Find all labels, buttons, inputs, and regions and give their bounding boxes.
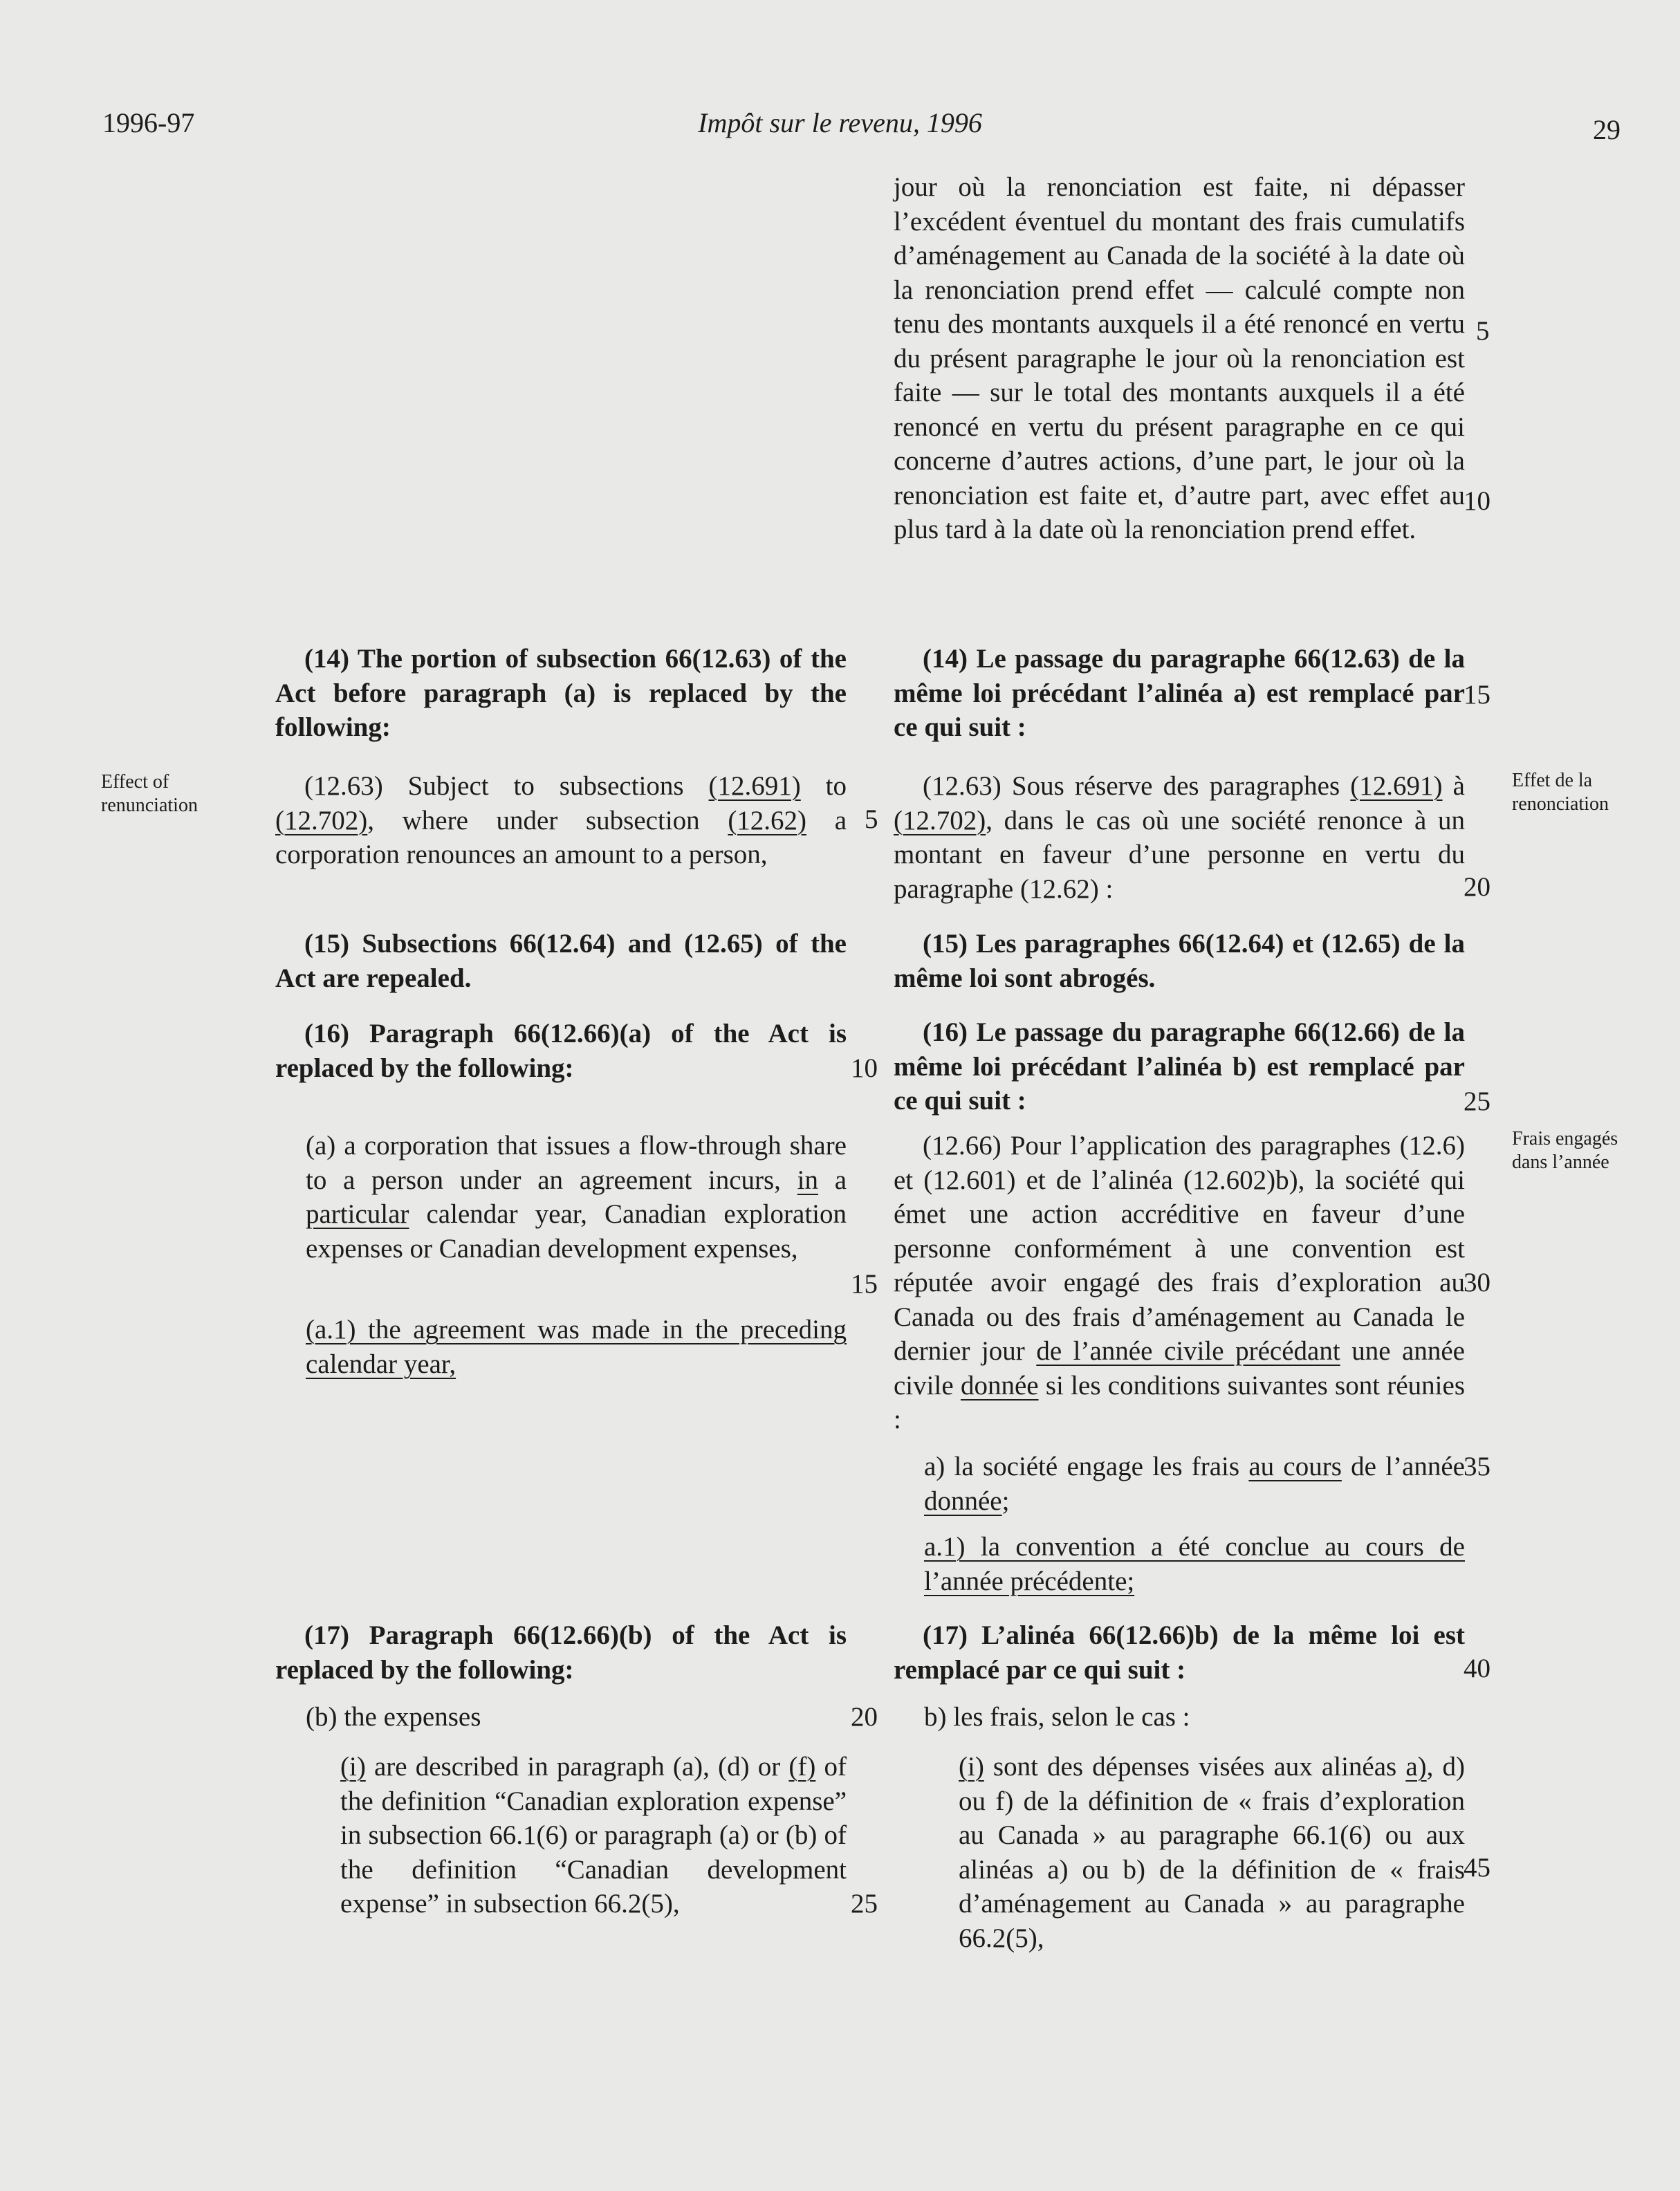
line-number: 5 — [1476, 316, 1490, 346]
en-section-15-heading: (15) Subsections 66(12.64) and (12.65) of the Act are repealed. — [275, 929, 847, 993]
amended-text: in — [797, 1165, 818, 1195]
text-run: , where under subsection — [367, 805, 728, 835]
text-run: à — [1442, 771, 1465, 801]
text-run: si les conditions suivantes sont réunies : — [894, 1370, 1465, 1434]
line-number: 40 — [1464, 1654, 1490, 1683]
en-paragraph-a — [275, 1129, 847, 1266]
line-number: 10 — [851, 1053, 878, 1083]
amended-text: (12.691) — [708, 771, 801, 801]
header-left: 1996-97 — [102, 107, 195, 138]
fr-section-15-heading: (15) Les paragraphes 66(12.64) et (12.65) de la même loi sont abrogés. — [894, 929, 1465, 993]
text-run: une année civile — [894, 1336, 1465, 1400]
amended-text: (12.702) — [275, 805, 368, 835]
amended-text: (i) — [959, 1752, 984, 1782]
text-run: (12.66) Pour l’application des paragraphes (12.6) et (12.601) et de l’alinéa (12.602)b), la société qui émet une action accréditive en faveur d’une personne conformément à une convention est réputée avoir engagé des frais d’exploration au Canada ou des frais d’aménagement au Canada le dernier jour — [894, 1131, 1465, 1366]
text-run: sont des dépenses visées aux alinéas — [984, 1752, 1406, 1782]
line-number: 15 — [1464, 680, 1490, 710]
text-run: to — [800, 771, 847, 801]
amended-text: particular — [306, 1199, 409, 1229]
margin-note-line: Effet de la — [1512, 770, 1593, 791]
line-number: 20 — [851, 1702, 878, 1732]
amended-text: au cours — [1248, 1452, 1342, 1481]
margin-note-expenses-fr — [1512, 1127, 1618, 1174]
en-paragraph-a1: (a.1) the agreement was made in the preceding calendar year, — [306, 1315, 847, 1379]
amended-text: (f) — [788, 1752, 816, 1782]
line-number: 45 — [1464, 1853, 1490, 1883]
en-subparagraph-i — [275, 1750, 847, 1921]
fr-section-16-text — [894, 1129, 1465, 1437]
line-number: 25 — [851, 1889, 878, 1919]
line-number: 5 — [865, 804, 878, 834]
text-run: (12.63) Subject to subsections — [304, 771, 709, 801]
en-section-14-heading: (14) The portion of subsection 66(12.63) of the Act before paragraph (a) is replaced by the following: — [275, 644, 847, 742]
margin-note-line: Effect of — [101, 771, 169, 793]
line-number: 30 — [1464, 1268, 1490, 1297]
en-paragraph-b: (b) the expenses — [306, 1702, 481, 1732]
fr-section-14-text — [894, 769, 1465, 906]
text-run: calendar year, Canadian exploration expenses or Canadian development expenses, — [306, 1199, 847, 1264]
margin-note-effect-en — [101, 770, 198, 817]
text-run: , d) ou f) de la définition de « frais d’exploration au Canada » au paragraphe 66.1(6) ou aux alinéas a) ou b) de la définition de « frais d’aménagement au Canada » au paragraphe 66.2(5), — [959, 1752, 1465, 1953]
line-number: 35 — [1464, 1452, 1490, 1481]
margin-note-line: renunciation — [101, 795, 198, 816]
text-run: (12.63) Sous réserve des paragraphes — [923, 771, 1351, 801]
fr-section-17-heading: (17) L’alinéa 66(12.66)b) de la même loi est remplacé par ce qui suit : — [894, 1620, 1465, 1685]
amended-text: a) — [1405, 1752, 1427, 1782]
text-run: (a) a corporation that issues a flow-through share to a person under an agreement incurs, — [306, 1131, 847, 1195]
fr-sous-alinea-i — [894, 1750, 1465, 1955]
fr-section-14-heading: (14) Le passage du paragraphe 66(12.63) de la même loi précédant l’alinéa a) est remplacé par ce qui suit : — [894, 644, 1465, 742]
amended-text: (i) — [340, 1752, 366, 1782]
margin-note-line: dans l’année — [1512, 1152, 1609, 1173]
margin-note-line: renonciation — [1512, 793, 1609, 815]
text-run: a) la société engage les frais — [924, 1452, 1249, 1481]
fr-section-16-heading: (16) Le passage du paragraphe 66(12.66) de la même loi précédant l’alinéa b) est remplacé par ce qui suit : — [894, 1017, 1465, 1116]
en-section-16-heading: (16) Paragraph 66(12.66)(a) of the Act is replaced by the following: — [275, 1019, 847, 1083]
margin-note-effect-fr — [1512, 769, 1609, 816]
line-number: 25 — [1464, 1087, 1490, 1116]
fr-alinea-a1: a.1) la convention a été conclue au cours de l’année précédente; — [924, 1532, 1465, 1596]
amended-text: (12.691) — [1350, 771, 1443, 801]
text-run: de l’année — [1341, 1452, 1465, 1481]
page-number: 29 — [1593, 114, 1621, 145]
text-run: a — [818, 1165, 847, 1195]
line-number: 20 — [1464, 872, 1490, 902]
text-run: ; — [1001, 1486, 1010, 1516]
text-run: are described in paragraph (a), (d) or — [365, 1752, 789, 1782]
line-number: 10 — [1464, 486, 1490, 516]
running-title: Impôt sur le revenu, 1996 — [698, 107, 982, 138]
margin-note-line: Frais engagés — [1512, 1128, 1618, 1149]
fr-alinea-b: b) les frais, selon le cas : — [924, 1702, 1190, 1732]
text-run: of the definition “Canadian exploration expense” in subsection 66.1(6) or paragraph (a) or (b) of the definition “Canadian development expense” in subsection 66.2(5), — [340, 1752, 847, 1919]
en-section-17-heading: (17) Paragraph 66(12.66)(b) of the Act is replaced by the following: — [275, 1620, 847, 1685]
en-section-14-text — [275, 769, 847, 872]
text-run: , dans le cas où une société renonce à un montant en faveur d’une personne en vertu du paragraphe (12.62) : — [894, 805, 1465, 904]
amended-text: (12.62) — [728, 805, 807, 835]
fr-continued-paragraph: jour où la renonciation est faite, ni dépasser l’excédent éventuel du montant des frais cumulatifs d’aménagement au Canada de la société à la date où la renonciation prend effet — calculé compte non tenu des montants auxquels il a été renoncé en vertu du présent paragraphe le jour où la renonciation est faite — sur le total des montants auxquels il a été renoncé en vertu du présent paragraphe en ce qui concerne d’autres actions, d’une part, le jour où la renonciation est faite et, d’autre part, avec effet au plus tard à la date où la renonciation prend effet. — [894, 172, 1465, 544]
amended-text: de l’année civile précédant — [1036, 1336, 1340, 1366]
amended-text: donnée — [924, 1486, 1002, 1516]
text-run: a corporation renounces an amount to a person, — [275, 805, 847, 869]
fr-alinea-a — [894, 1450, 1465, 1518]
line-number: 15 — [851, 1269, 878, 1299]
amended-text: (12.702) — [894, 805, 986, 835]
amended-text: donnée — [960, 1370, 1039, 1400]
